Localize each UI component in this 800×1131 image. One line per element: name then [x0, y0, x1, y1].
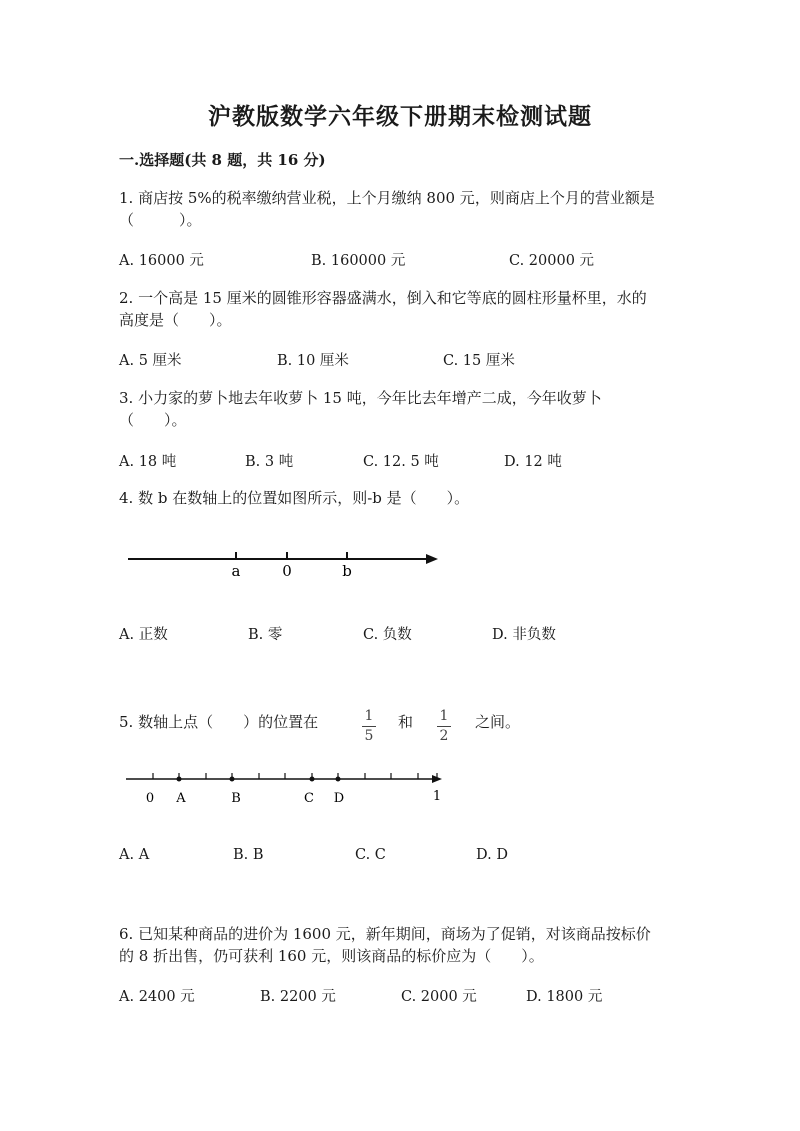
question-5-text-prefix: 5. 数轴上点（ ）的位置在 [119, 713, 319, 731]
number-line-ticks [153, 773, 437, 779]
question-2-text-line1: 2. 一个高是 15 厘米的圆锥形容器盛满水，倒入和它等底的圆柱形量杯里，水的 [119, 289, 647, 307]
label-a: a [231, 562, 241, 580]
label-b: b [342, 562, 352, 580]
question-3-option-c[interactable]: C. 12. 5 吨 [363, 454, 439, 470]
question-6-option-b[interactable]: B. 2200 元 [260, 989, 336, 1005]
label-zero: 0 [145, 791, 155, 806]
number-line-figure-q4 [120, 540, 450, 585]
question-2-option-c[interactable]: C. 15 厘米 [443, 353, 515, 369]
fraction-2-denominator: 2 [439, 728, 449, 744]
page-title: 沪教版数学六年级下册期末检测试题 [208, 103, 592, 130]
point-a-dot [177, 777, 182, 782]
question-4-option-c[interactable]: C. 负数 [363, 627, 412, 643]
question-5-option-b[interactable]: B. B [233, 847, 264, 863]
question-3-text-line1: 3. 小力家的萝卜地去年收萝卜 15 吨，今年比去年增产二成，今年收萝卜 [119, 389, 602, 407]
question-3-option-d[interactable]: D. 12 吨 [504, 454, 562, 470]
question-6-text-line1: 6. 已知某种商品的进价为 1600 元，新年期间，商场为了促销，对该商品按标价 [119, 925, 651, 943]
number-line-figure-q5 [120, 765, 450, 810]
fraction-1-denominator: 5 [364, 728, 374, 744]
question-3-option-a[interactable]: A. 18 吨 [119, 454, 177, 470]
question-4-option-d[interactable]: D. 非负数 [492, 627, 556, 643]
question-1-text-line2: （ ）。 [119, 211, 202, 229]
question-4-option-b[interactable]: B. 零 [248, 627, 283, 643]
question-5-text-suffix: 之间。 [475, 713, 521, 731]
fraction-one-half [437, 708, 451, 745]
question-5-option-c[interactable]: C. C [355, 847, 386, 863]
question-1-option-c[interactable]: C. 20000 元 [509, 253, 595, 269]
question-1-text-line1: 1. 商店按 5%的税率缴纳营业税，上个月缴纳 800 元，则商店上个月的营业额是 [119, 189, 655, 207]
question-3-text-line2: （ ）。 [119, 411, 187, 429]
label-zero: 0 [282, 562, 292, 580]
question-3-option-b[interactable]: B. 3 吨 [245, 454, 294, 470]
question-4-text: 4. 数 b 在数轴上的位置如图所示，则-b 是（ ）。 [119, 489, 470, 507]
question-2-option-a[interactable]: A. 5 厘米 [119, 353, 182, 369]
label-d: D [333, 791, 345, 806]
question-1-option-b[interactable]: B. 160000 元 [311, 253, 406, 269]
question-5-option-a[interactable]: A. A [119, 847, 150, 863]
label-b: B [231, 791, 241, 806]
fraction-2-bar [437, 726, 451, 727]
fraction-one-fifth [362, 708, 376, 745]
fraction-2-numerator: 1 [439, 708, 449, 724]
label-one: 1 [432, 789, 442, 804]
section-heading: 一.选择题(共 8 题，共 16 分) [119, 151, 326, 169]
question-6-text-line2: 的 8 折出售，仍可获利 160 元，则该商品的标价应为（ ）。 [119, 947, 544, 965]
question-1-option-a[interactable]: A. 16000 元 [119, 253, 204, 269]
point-c-dot [310, 777, 315, 782]
question-5-text-mid: 和 [398, 713, 414, 731]
fraction-1-numerator: 1 [364, 708, 374, 724]
arrow-head-icon [426, 554, 438, 564]
fraction-1-bar [362, 726, 376, 727]
label-c: C [304, 791, 314, 806]
question-4-option-a[interactable]: A. 正数 [119, 627, 168, 643]
label-a: A [176, 791, 186, 806]
question-6-option-d[interactable]: D. 1800 元 [526, 989, 603, 1005]
question-2-text-line2: 高度是（ ）。 [119, 311, 232, 329]
question-2-option-b[interactable]: B. 10 厘米 [277, 353, 349, 369]
point-b-dot [230, 777, 235, 782]
question-5-option-d[interactable]: D. D [476, 847, 508, 863]
question-6-option-a[interactable]: A. 2400 元 [119, 989, 195, 1005]
question-6-option-c[interactable]: C. 2000 元 [401, 989, 477, 1005]
point-d-dot [336, 777, 341, 782]
